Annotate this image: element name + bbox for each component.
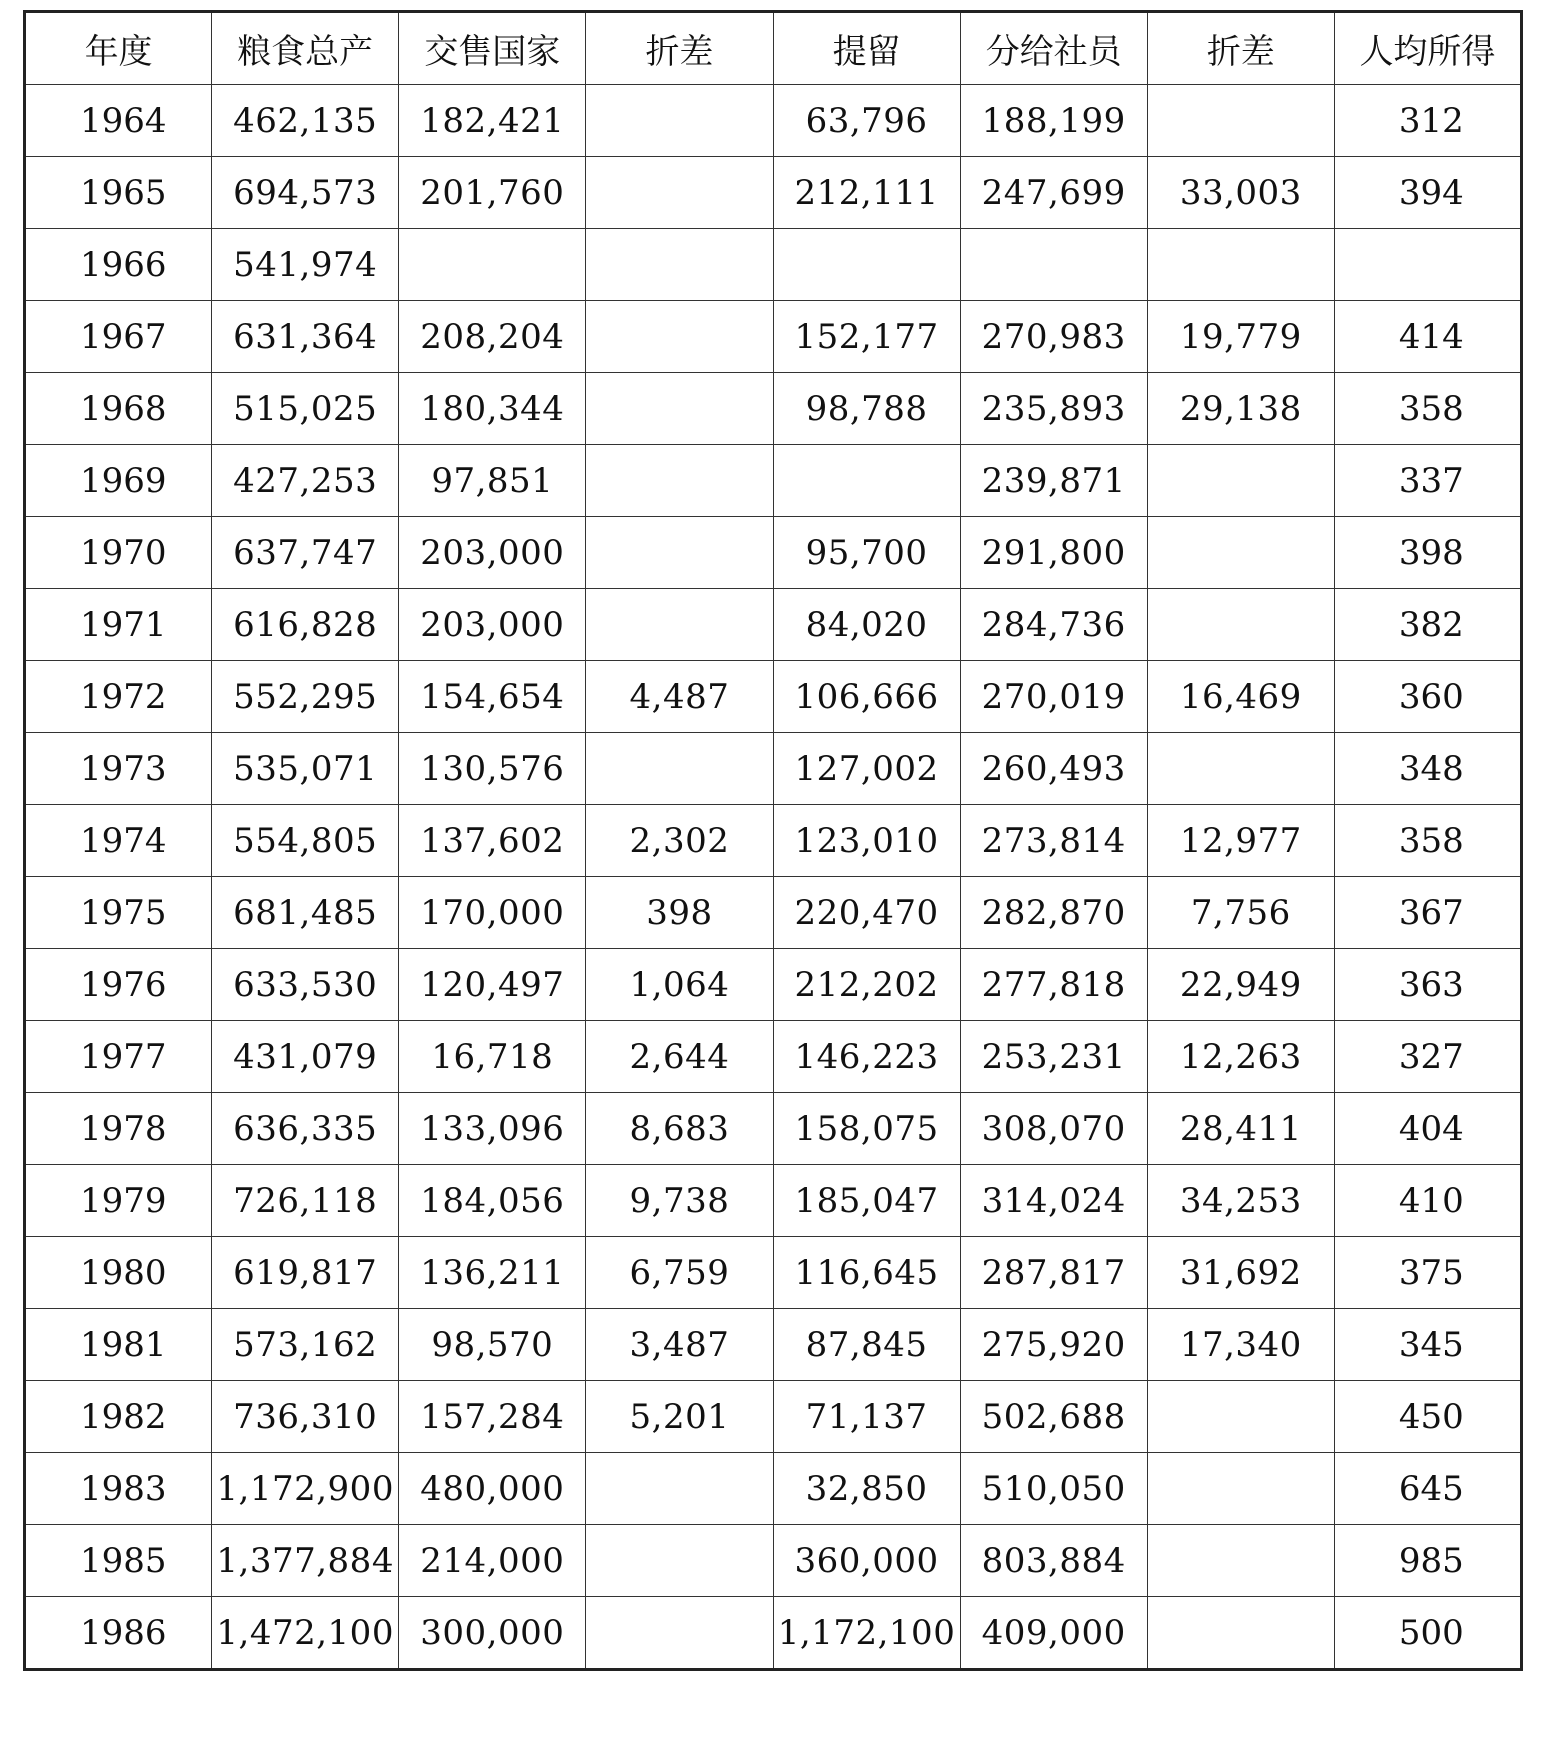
- cell-total-grain-output: 427,253: [212, 445, 399, 517]
- cell-conversion-difference-2: 22,949: [1147, 949, 1334, 1021]
- cell-distributed-to-members: 803,884: [960, 1525, 1147, 1597]
- cell-year: 1977: [25, 1021, 212, 1093]
- cell-year: 1964: [25, 85, 212, 157]
- cell-total-grain-output: 726,118: [212, 1165, 399, 1237]
- cell-total-grain-output: 1,172,900: [212, 1453, 399, 1525]
- cell-total-grain-output: 535,071: [212, 733, 399, 805]
- header-year: 年度: [25, 12, 212, 85]
- cell-per-capita-share: 345: [1334, 1309, 1521, 1381]
- cell-sold-to-state: 480,000: [399, 1453, 586, 1525]
- cell-conversion-difference: 4,487: [586, 661, 773, 733]
- table-row: [25, 733, 1522, 805]
- table-row: [25, 229, 1522, 301]
- cell-per-capita-share: 500: [1334, 1597, 1521, 1670]
- cell-sold-to-state: 137,602: [399, 805, 586, 877]
- cell-total-grain-output: 631,364: [212, 301, 399, 373]
- cell-sold-to-state: 208,204: [399, 301, 586, 373]
- cell-sold-to-state: 157,284: [399, 1381, 586, 1453]
- cell-retained: 185,047: [773, 1165, 960, 1237]
- cell-retained: 95,700: [773, 517, 960, 589]
- cell-distributed-to-members: [960, 229, 1147, 301]
- cell-per-capita-share: 312: [1334, 85, 1521, 157]
- cell-sold-to-state: 180,344: [399, 373, 586, 445]
- cell-conversion-difference: [586, 301, 773, 373]
- cell-year: 1985: [25, 1525, 212, 1597]
- cell-conversion-difference: [586, 517, 773, 589]
- cell-distributed-to-members: 314,024: [960, 1165, 1147, 1237]
- cell-conversion-difference: 398: [586, 877, 773, 949]
- cell-sold-to-state: 130,576: [399, 733, 586, 805]
- cell-distributed-to-members: 284,736: [960, 589, 1147, 661]
- cell-distributed-to-members: 235,893: [960, 373, 1147, 445]
- cell-sold-to-state: 170,000: [399, 877, 586, 949]
- cell-sold-to-state: 203,000: [399, 589, 586, 661]
- grain-distribution-table: [23, 10, 1523, 1671]
- cell-total-grain-output: 619,817: [212, 1237, 399, 1309]
- cell-total-grain-output: 694,573: [212, 157, 399, 229]
- cell-per-capita-share: 394: [1334, 157, 1521, 229]
- cell-retained: 146,223: [773, 1021, 960, 1093]
- header-conversion-difference-2: 折差: [1147, 12, 1334, 85]
- cell-conversion-difference-2: 28,411: [1147, 1093, 1334, 1165]
- cell-sold-to-state: 120,497: [399, 949, 586, 1021]
- cell-retained: 87,845: [773, 1309, 960, 1381]
- cell-retained: 84,020: [773, 589, 960, 661]
- table-row: [25, 1453, 1522, 1525]
- cell-total-grain-output: 736,310: [212, 1381, 399, 1453]
- cell-year: 1976: [25, 949, 212, 1021]
- table-row: [25, 877, 1522, 949]
- cell-per-capita-share: 410: [1334, 1165, 1521, 1237]
- table-row: [25, 1021, 1522, 1093]
- cell-conversion-difference: 5,201: [586, 1381, 773, 1453]
- cell-sold-to-state: 203,000: [399, 517, 586, 589]
- cell-conversion-difference: [586, 1525, 773, 1597]
- cell-per-capita-share: 367: [1334, 877, 1521, 949]
- cell-conversion-difference-2: [1147, 85, 1334, 157]
- cell-conversion-difference-2: 12,977: [1147, 805, 1334, 877]
- cell-year: 1973: [25, 733, 212, 805]
- cell-conversion-difference: [586, 445, 773, 517]
- cell-retained: 63,796: [773, 85, 960, 157]
- cell-per-capita-share: 327: [1334, 1021, 1521, 1093]
- header-total-grain-output: 粮食总产: [212, 12, 399, 85]
- table-row: [25, 1597, 1522, 1670]
- cell-per-capita-share: 404: [1334, 1093, 1521, 1165]
- cell-sold-to-state: 182,421: [399, 85, 586, 157]
- cell-conversion-difference-2: 12,263: [1147, 1021, 1334, 1093]
- cell-distributed-to-members: 277,818: [960, 949, 1147, 1021]
- cell-retained: 152,177: [773, 301, 960, 373]
- cell-conversion-difference-2: [1147, 1381, 1334, 1453]
- cell-retained: 106,666: [773, 661, 960, 733]
- cell-conversion-difference-2: [1147, 517, 1334, 589]
- cell-conversion-difference: 2,302: [586, 805, 773, 877]
- cell-conversion-difference-2: 19,779: [1147, 301, 1334, 373]
- cell-year: 1975: [25, 877, 212, 949]
- cell-per-capita-share: 985: [1334, 1525, 1521, 1597]
- cell-conversion-difference: 2,644: [586, 1021, 773, 1093]
- cell-per-capita-share: 363: [1334, 949, 1521, 1021]
- cell-conversion-difference: [586, 85, 773, 157]
- cell-conversion-difference-2: [1147, 589, 1334, 661]
- cell-retained: 212,202: [773, 949, 960, 1021]
- cell-conversion-difference-2: [1147, 445, 1334, 517]
- cell-total-grain-output: 573,162: [212, 1309, 399, 1381]
- cell-conversion-difference: [586, 733, 773, 805]
- table-row: [25, 445, 1522, 517]
- cell-conversion-difference: 9,738: [586, 1165, 773, 1237]
- cell-year: 1978: [25, 1093, 212, 1165]
- cell-conversion-difference: [586, 373, 773, 445]
- cell-conversion-difference-2: [1147, 1525, 1334, 1597]
- cell-total-grain-output: 515,025: [212, 373, 399, 445]
- cell-retained: 212,111: [773, 157, 960, 229]
- cell-retained: [773, 229, 960, 301]
- cell-year: 1967: [25, 301, 212, 373]
- cell-total-grain-output: 1,377,884: [212, 1525, 399, 1597]
- cell-total-grain-output: 633,530: [212, 949, 399, 1021]
- cell-retained: 32,850: [773, 1453, 960, 1525]
- cell-conversion-difference-2: 16,469: [1147, 661, 1334, 733]
- cell-distributed-to-members: 188,199: [960, 85, 1147, 157]
- cell-per-capita-share: 450: [1334, 1381, 1521, 1453]
- header-conversion-difference: 折差: [586, 12, 773, 85]
- cell-distributed-to-members: 502,688: [960, 1381, 1147, 1453]
- table-row: [25, 949, 1522, 1021]
- cell-retained: 360,000: [773, 1525, 960, 1597]
- cell-year: 1972: [25, 661, 212, 733]
- cell-sold-to-state: 97,851: [399, 445, 586, 517]
- cell-conversion-difference-2: [1147, 1597, 1334, 1670]
- cell-distributed-to-members: 270,983: [960, 301, 1147, 373]
- cell-total-grain-output: 554,805: [212, 805, 399, 877]
- header-sold-to-state: 交售国家: [399, 12, 586, 85]
- cell-retained: 71,137: [773, 1381, 960, 1453]
- cell-conversion-difference-2: 7,756: [1147, 877, 1334, 949]
- cell-total-grain-output: 462,135: [212, 85, 399, 157]
- cell-per-capita-share: 360: [1334, 661, 1521, 733]
- table-row: [25, 1093, 1522, 1165]
- cell-year: 1968: [25, 373, 212, 445]
- cell-year: 1980: [25, 1237, 212, 1309]
- cell-sold-to-state: 201,760: [399, 157, 586, 229]
- cell-year: 1971: [25, 589, 212, 661]
- cell-distributed-to-members: 247,699: [960, 157, 1147, 229]
- cell-conversion-difference-2: 34,253: [1147, 1165, 1334, 1237]
- cell-per-capita-share: 382: [1334, 589, 1521, 661]
- cell-year: 1979: [25, 1165, 212, 1237]
- cell-distributed-to-members: 273,814: [960, 805, 1147, 877]
- cell-distributed-to-members: 275,920: [960, 1309, 1147, 1381]
- table-row: [25, 1165, 1522, 1237]
- cell-conversion-difference: 6,759: [586, 1237, 773, 1309]
- cell-sold-to-state: 184,056: [399, 1165, 586, 1237]
- table-row: [25, 1381, 1522, 1453]
- cell-conversion-difference-2: 33,003: [1147, 157, 1334, 229]
- cell-year: 1966: [25, 229, 212, 301]
- cell-conversion-difference: 8,683: [586, 1093, 773, 1165]
- cell-per-capita-share: 337: [1334, 445, 1521, 517]
- table-row: [25, 805, 1522, 877]
- cell-per-capita-share: [1334, 229, 1521, 301]
- cell-year: 1986: [25, 1597, 212, 1670]
- table-row: [25, 1237, 1522, 1309]
- cell-sold-to-state: 214,000: [399, 1525, 586, 1597]
- table-header-row: [25, 12, 1522, 85]
- header-distributed-to-members: 分给社员: [960, 12, 1147, 85]
- cell-per-capita-share: 348: [1334, 733, 1521, 805]
- cell-distributed-to-members: 270,019: [960, 661, 1147, 733]
- cell-conversion-difference: [586, 1453, 773, 1525]
- cell-per-capita-share: 645: [1334, 1453, 1521, 1525]
- cell-year: 1983: [25, 1453, 212, 1525]
- cell-per-capita-share: 358: [1334, 805, 1521, 877]
- cell-conversion-difference-2: 17,340: [1147, 1309, 1334, 1381]
- cell-conversion-difference-2: [1147, 1453, 1334, 1525]
- cell-retained: 158,075: [773, 1093, 960, 1165]
- cell-year: 1965: [25, 157, 212, 229]
- table-row: [25, 1525, 1522, 1597]
- cell-conversion-difference: 3,487: [586, 1309, 773, 1381]
- cell-per-capita-share: 414: [1334, 301, 1521, 373]
- cell-distributed-to-members: 409,000: [960, 1597, 1147, 1670]
- cell-per-capita-share: 358: [1334, 373, 1521, 445]
- cell-sold-to-state: 154,654: [399, 661, 586, 733]
- cell-year: 1970: [25, 517, 212, 589]
- cell-per-capita-share: 375: [1334, 1237, 1521, 1309]
- cell-total-grain-output: 1,472,100: [212, 1597, 399, 1670]
- cell-conversion-difference: [586, 229, 773, 301]
- cell-total-grain-output: 431,079: [212, 1021, 399, 1093]
- cell-conversion-difference-2: [1147, 229, 1334, 301]
- cell-conversion-difference-2: [1147, 733, 1334, 805]
- table-row: [25, 589, 1522, 661]
- cell-sold-to-state: 98,570: [399, 1309, 586, 1381]
- header-per-capita-share: 人均所得: [1334, 12, 1521, 85]
- table-row: [25, 517, 1522, 589]
- cell-total-grain-output: 541,974: [212, 229, 399, 301]
- cell-distributed-to-members: 260,493: [960, 733, 1147, 805]
- cell-distributed-to-members: 253,231: [960, 1021, 1147, 1093]
- cell-total-grain-output: 681,485: [212, 877, 399, 949]
- cell-retained: 220,470: [773, 877, 960, 949]
- cell-distributed-to-members: 291,800: [960, 517, 1147, 589]
- cell-sold-to-state: 133,096: [399, 1093, 586, 1165]
- cell-total-grain-output: 636,335: [212, 1093, 399, 1165]
- cell-distributed-to-members: 239,871: [960, 445, 1147, 517]
- cell-retained: 116,645: [773, 1237, 960, 1309]
- cell-per-capita-share: 398: [1334, 517, 1521, 589]
- header-retained: 提留: [773, 12, 960, 85]
- table-row: [25, 373, 1522, 445]
- cell-sold-to-state: 300,000: [399, 1597, 586, 1670]
- cell-year: 1982: [25, 1381, 212, 1453]
- table-row: [25, 1309, 1522, 1381]
- cell-retained: 1,172,100: [773, 1597, 960, 1670]
- cell-retained: [773, 445, 960, 517]
- cell-conversion-difference: [586, 589, 773, 661]
- cell-year: 1974: [25, 805, 212, 877]
- cell-distributed-to-members: 308,070: [960, 1093, 1147, 1165]
- cell-conversion-difference: [586, 1597, 773, 1670]
- cell-conversion-difference-2: 31,692: [1147, 1237, 1334, 1309]
- cell-year: 1969: [25, 445, 212, 517]
- cell-sold-to-state: [399, 229, 586, 301]
- cell-retained: 127,002: [773, 733, 960, 805]
- cell-sold-to-state: 136,211: [399, 1237, 586, 1309]
- cell-conversion-difference: 1,064: [586, 949, 773, 1021]
- cell-total-grain-output: 616,828: [212, 589, 399, 661]
- table-row: [25, 661, 1522, 733]
- cell-year: 1981: [25, 1309, 212, 1381]
- cell-conversion-difference: [586, 157, 773, 229]
- table-row: [25, 301, 1522, 373]
- cell-distributed-to-members: 282,870: [960, 877, 1147, 949]
- cell-conversion-difference-2: 29,138: [1147, 373, 1334, 445]
- table-row: [25, 157, 1522, 229]
- table-body: [25, 85, 1522, 1670]
- table-row: [25, 85, 1522, 157]
- cell-distributed-to-members: 287,817: [960, 1237, 1147, 1309]
- cell-total-grain-output: 637,747: [212, 517, 399, 589]
- cell-retained: 98,788: [773, 373, 960, 445]
- cell-retained: 123,010: [773, 805, 960, 877]
- cell-sold-to-state: 16,718: [399, 1021, 586, 1093]
- cell-distributed-to-members: 510,050: [960, 1453, 1147, 1525]
- cell-total-grain-output: 552,295: [212, 661, 399, 733]
